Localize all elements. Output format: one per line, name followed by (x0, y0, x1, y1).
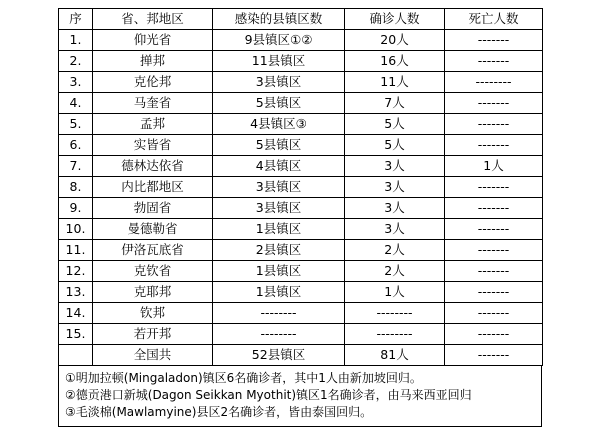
row-state: 孟邦 (93, 114, 213, 135)
table-row (59, 135, 543, 156)
row-index: 2. (59, 51, 93, 72)
row-index: 5. (59, 114, 93, 135)
row-confirmed: 3人 (345, 219, 445, 240)
row-confirmed: 2人 (345, 261, 445, 282)
table-row (59, 198, 543, 219)
row-deaths: ------- (445, 219, 543, 240)
row-deaths: ------- (445, 135, 543, 156)
column-header-townships: 感染的县镇区数 (213, 9, 345, 30)
table-row (59, 30, 543, 51)
row-state: 曼德勒省 (93, 219, 213, 240)
row-state: 掸邦 (93, 51, 213, 72)
row-deaths: ------- (445, 303, 543, 324)
row-townships: 1县镇区 (213, 261, 345, 282)
row-state: 内比都地区 (93, 177, 213, 198)
row-deaths: ------- (445, 282, 543, 303)
row-confirmed: 1人 (345, 282, 445, 303)
row-confirmed: 20人 (345, 30, 445, 51)
table-row (59, 261, 543, 282)
row-index: 7. (59, 156, 93, 177)
row-townships: 4县镇区 (213, 156, 345, 177)
row-index: 3. (59, 72, 93, 93)
total-label: 全国共 (93, 345, 213, 366)
table-row (59, 177, 543, 198)
table-row (59, 219, 543, 240)
row-deaths: ------- (445, 51, 543, 72)
row-townships: 11县镇区 (213, 51, 345, 72)
row-index: 1. (59, 30, 93, 51)
row-confirmed: 11人 (345, 72, 445, 93)
table-row (59, 324, 543, 345)
column-header-deaths: 死亡人数 (445, 9, 543, 30)
total-townships: 52县镇区 (213, 345, 345, 366)
row-confirmed: -------- (345, 324, 445, 345)
row-deaths: ------- (445, 114, 543, 135)
row-index: 10. (59, 219, 93, 240)
row-deaths: ------- (445, 324, 543, 345)
row-state: 克耶邦 (93, 282, 213, 303)
row-confirmed: 3人 (345, 198, 445, 219)
row-townships: 4县镇区③ (213, 114, 345, 135)
row-deaths: ------- (445, 261, 543, 282)
row-deaths: ------- (445, 30, 543, 51)
row-state: 克钦省 (93, 261, 213, 282)
table-row (59, 282, 543, 303)
row-index: 15. (59, 324, 93, 345)
footnote-3: ③毛淡棉(Mawlamyine)县区2名确诊者，皆由泰国回归。 (65, 405, 373, 419)
row-townships: 3县镇区 (213, 198, 345, 219)
row-deaths: 1人 (445, 156, 543, 177)
row-state: 德林达依省 (93, 156, 213, 177)
row-confirmed: 2人 (345, 240, 445, 261)
footnotes-row (59, 366, 542, 427)
row-confirmed: 5人 (345, 114, 445, 135)
table-row (59, 156, 543, 177)
table-row (59, 72, 543, 93)
footnote-1: ①明加拉顿(Mingaladon)镇区6名确诊者，其中1人由新加坡回归。 (65, 371, 422, 385)
footnotes-cell (59, 366, 542, 427)
column-header-confirmed: 确诊人数 (345, 9, 445, 30)
row-state: 若开邦 (93, 324, 213, 345)
row-townships: 1县镇区 (213, 219, 345, 240)
row-townships: -------- (213, 303, 345, 324)
table-row (59, 303, 543, 324)
row-state: 勃固省 (93, 198, 213, 219)
row-confirmed: 7人 (345, 93, 445, 114)
footnote-2: ②德贡港口新城(Dagon Seikkan Myothit)镇区1名确诊者，由马来西亚回归 (65, 388, 472, 402)
row-confirmed: 3人 (345, 156, 445, 177)
row-deaths: ------- (445, 198, 543, 219)
total-index-blank (59, 345, 93, 366)
row-state: 仰光省 (93, 30, 213, 51)
row-state: 马奎省 (93, 93, 213, 114)
table-row (59, 240, 543, 261)
table-total-row (59, 345, 543, 366)
table-row (59, 114, 543, 135)
row-confirmed: -------- (345, 303, 445, 324)
total-confirmed: 81人 (345, 345, 445, 366)
table-header-row (59, 9, 543, 30)
row-index: 9. (59, 198, 93, 219)
row-townships: 3县镇区 (213, 177, 345, 198)
infection-table (58, 8, 543, 366)
row-index: 14. (59, 303, 93, 324)
row-index: 6. (59, 135, 93, 156)
row-deaths: -------- (445, 72, 543, 93)
row-state: 钦邦 (93, 303, 213, 324)
row-deaths: ------- (445, 93, 543, 114)
row-state: 伊洛瓦底省 (93, 240, 213, 261)
row-index: 12. (59, 261, 93, 282)
row-index: 11. (59, 240, 93, 261)
footnotes-table (58, 366, 542, 427)
row-townships: 9县镇区①② (213, 30, 345, 51)
row-index: 8. (59, 177, 93, 198)
row-state: 克伦邦 (93, 72, 213, 93)
column-header-state: 省、邦地区 (93, 9, 213, 30)
row-townships: 5县镇区 (213, 135, 345, 156)
row-confirmed: 3人 (345, 177, 445, 198)
table-row (59, 93, 543, 114)
row-confirmed: 5人 (345, 135, 445, 156)
row-townships: 5县镇区 (213, 93, 345, 114)
row-index: 4. (59, 93, 93, 114)
table-row (59, 51, 543, 72)
column-header-index: 序 (59, 9, 93, 30)
row-townships: -------- (213, 324, 345, 345)
row-townships: 2县镇区 (213, 240, 345, 261)
total-deaths: ------- (445, 345, 543, 366)
row-townships: 3县镇区 (213, 72, 345, 93)
row-index: 13. (59, 282, 93, 303)
row-townships: 1县镇区 (213, 282, 345, 303)
row-deaths: ------- (445, 240, 543, 261)
row-state: 实皆省 (93, 135, 213, 156)
row-confirmed: 16人 (345, 51, 445, 72)
row-deaths: ------- (445, 177, 543, 198)
